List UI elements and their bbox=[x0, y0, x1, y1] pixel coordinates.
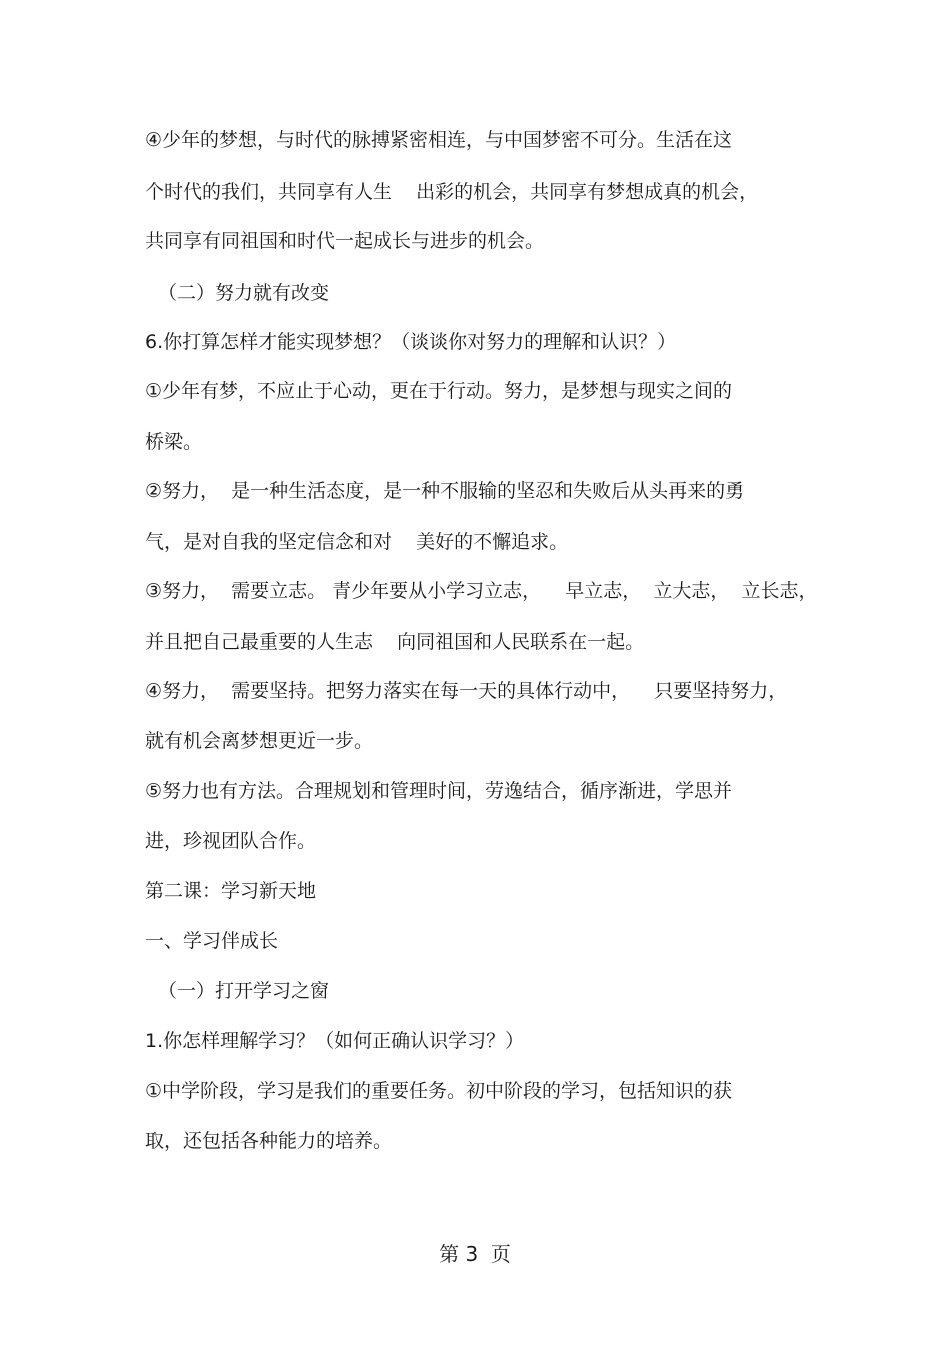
text-line: 取，还包括各种能力的培养。 bbox=[145, 1130, 393, 1152]
text-line: 桥梁。 bbox=[145, 431, 203, 453]
text-line: ④少年的梦想，与时代的脉搏紧密相连，与中国梦密不可分。生活在这 bbox=[145, 129, 733, 151]
text-line: ⑤努力也有方法。合理规划和管理时间，劳逸结合，循序渐进，学思并 bbox=[145, 780, 733, 802]
text-line: 气，是对自我的坚定信念和对 美好的不懈追求。 bbox=[145, 531, 569, 553]
subsection-heading: （一）打开学习之窗 bbox=[158, 980, 330, 1002]
question: 1.你怎样理解学习？（如何正确认识学习？） bbox=[145, 1030, 525, 1052]
lesson-title: 第二课：学习新天地 bbox=[145, 880, 317, 902]
text-line: ④努力， 需要坚持。把努力落实在每一天的具体行动中， 只要坚持努力， bbox=[145, 680, 788, 702]
text-line: ②努力， 是一种生活态度，是一种不服输的坚忍和失败后从头再来的勇 bbox=[145, 480, 745, 502]
text-line: ①中学阶段，学习是我们的重要任务。初中阶段的学习，包括知识的获 bbox=[145, 1080, 733, 1102]
question: 6.你打算怎样才能实现梦想？（谈谈你对努力的理解和认识？） bbox=[145, 331, 677, 353]
page-number: 第 3 页 bbox=[439, 1242, 511, 1266]
section-heading: （二）努力就有改变 bbox=[158, 282, 330, 304]
text-line: 进，珍视团队合作。 bbox=[145, 830, 317, 852]
text-line: ①少年有梦，不应止于心动，更在于行动。努力，是梦想与现实之间的 bbox=[145, 380, 733, 402]
text-line: 并且把自己最重要的人生志 向同祖国和人民联系在一起。 bbox=[145, 631, 645, 653]
text-line: 个时代的我们，共同享有人生 出彩的机会，共同享有梦想成真的机会， bbox=[145, 181, 759, 203]
section-heading: 一、学习伴成长 bbox=[145, 930, 279, 952]
text-line: 就有机会离梦想更近一步。 bbox=[145, 730, 374, 752]
text-line: 共同享有同祖国和时代一起成长与进步的机会。 bbox=[145, 230, 545, 252]
text-line: ③努力， 需要立志。 青少年要从小学习立志， 早立志， 立大志， 立长志， bbox=[145, 580, 818, 602]
